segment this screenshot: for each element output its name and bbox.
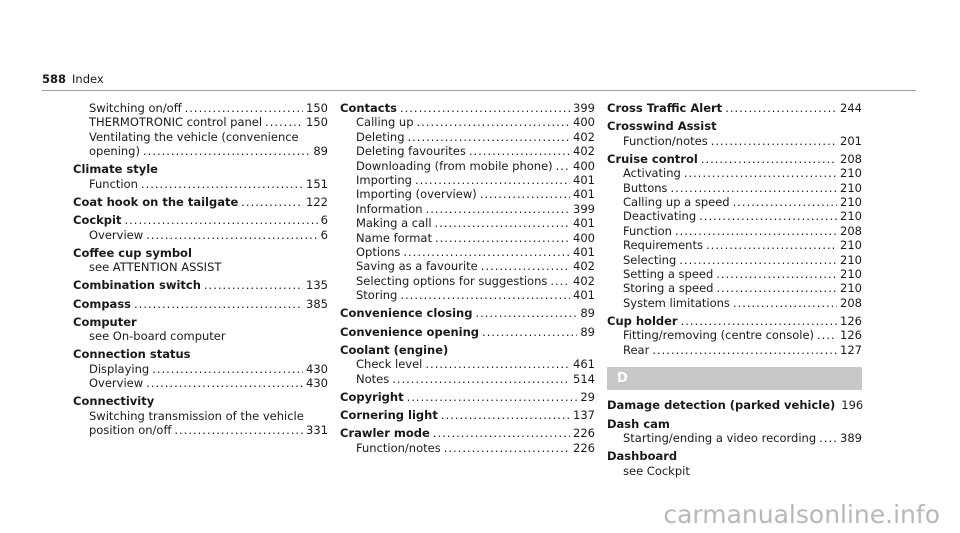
page-ref: 6 — [320, 227, 328, 242]
index-heading — [73, 278, 328, 292]
dot-leader — [733, 195, 837, 209]
index-subentry — [607, 296, 862, 310]
index-entry — [607, 314, 862, 357]
index-subentry — [607, 134, 862, 148]
page-title: Index — [72, 72, 104, 86]
entry-text: Ventilating the vehicle (convenience — [89, 129, 299, 144]
index-entry — [340, 426, 595, 455]
index-entry — [340, 101, 595, 303]
dot-leader — [134, 297, 303, 311]
entry-text: opening) — [89, 144, 140, 159]
entry-text: Dash cam — [607, 416, 670, 431]
entry-text: position on/off — [89, 423, 172, 438]
dot-leader — [733, 296, 837, 310]
page-ref: 430 — [306, 376, 328, 391]
index-entry — [340, 408, 595, 422]
index-heading — [73, 315, 328, 329]
page-ref: 126 — [840, 328, 862, 343]
page-ref: 196 — [841, 398, 864, 413]
dot-leader — [441, 408, 570, 422]
entry-text: Deleting favourites — [356, 144, 466, 159]
dot-leader — [716, 267, 837, 281]
page-ref: 208 — [840, 295, 862, 310]
page-ref: 210 — [840, 195, 862, 210]
entry-text: Function/notes — [356, 440, 441, 455]
index-heading — [607, 417, 862, 431]
index-subentry — [73, 130, 328, 144]
page-ref: 402 — [573, 273, 595, 288]
index-entry — [340, 343, 595, 386]
page-number: 588 — [42, 72, 67, 86]
entry-text: Convenience opening — [340, 324, 480, 339]
page-ref: 514 — [573, 371, 595, 386]
dot-leader — [481, 259, 570, 273]
page-ref: 400 — [573, 115, 595, 130]
entry-text: Cross Traffic Alert — [607, 101, 723, 115]
entry-text: Function/notes — [623, 133, 708, 148]
dot-leader — [482, 325, 577, 339]
index-subentry — [340, 159, 595, 173]
entry-text: Cup holder — [607, 314, 678, 329]
page-ref: 402 — [573, 259, 595, 274]
dot-leader — [435, 216, 571, 230]
entry-text: Crawler mode — [340, 426, 430, 441]
page-ref: 137 — [573, 408, 595, 423]
page-ref: 89 — [313, 144, 328, 159]
index-heading — [607, 314, 862, 328]
entry-text: Deleting — [356, 129, 405, 144]
index-entry — [607, 398, 862, 412]
entry-text: Selecting options for suggestions — [356, 273, 548, 288]
entry-text: Importing — [356, 173, 412, 188]
entry-text: Cornering light — [340, 408, 438, 423]
dot-leader — [699, 209, 837, 223]
entry-text: Cruise control — [607, 151, 698, 166]
index-subentry — [607, 267, 862, 281]
index-subentry — [340, 274, 595, 288]
index-subentry — [607, 281, 862, 295]
index-subentry — [73, 144, 328, 158]
entry-text: Buttons — [623, 180, 668, 195]
dot-leader — [426, 202, 570, 216]
index-entry — [73, 162, 328, 191]
entry-text: THERMOTRONIC control panel — [89, 115, 263, 130]
index-heading — [73, 162, 328, 176]
entry-text: Activating — [623, 166, 681, 181]
dot-leader — [679, 253, 837, 267]
index-heading — [73, 347, 328, 361]
index-subentry — [73, 177, 328, 191]
page-ref: 402 — [573, 129, 595, 144]
index-subentry — [73, 260, 328, 274]
page-ref: 210 — [840, 267, 862, 282]
index-subentry — [607, 238, 862, 252]
index-subentry — [340, 115, 595, 129]
index-subentry — [340, 130, 595, 144]
index-subentry — [607, 464, 862, 478]
index-heading — [73, 246, 328, 260]
index-entry — [73, 297, 328, 311]
page-ref: 226 — [573, 426, 595, 441]
entry-text: Rear — [623, 342, 650, 357]
entry-text: Function — [89, 176, 138, 191]
page-ref: 135 — [306, 278, 328, 293]
entry-text: Damage detection (parked vehicle) — [607, 398, 836, 413]
entry-text: System limitations — [623, 295, 730, 310]
entry-text: Connectivity — [73, 394, 155, 409]
dot-leader — [444, 441, 570, 455]
index-subentry — [340, 216, 595, 230]
entry-text: Selecting — [623, 252, 677, 267]
entry-text: Overview — [89, 376, 144, 391]
dot-leader — [403, 245, 570, 259]
index-column-3 — [607, 101, 862, 482]
dot-leader — [124, 213, 317, 227]
entry-text: Coolant (engine) — [340, 342, 449, 357]
index-subentry — [73, 409, 328, 423]
page-ref: 401 — [573, 187, 595, 202]
dot-leader — [435, 231, 570, 245]
index-entry — [73, 213, 328, 242]
dot-leader — [400, 101, 570, 115]
index-entry — [607, 101, 862, 115]
index-subentry — [340, 144, 595, 158]
entry-text: Requirements — [623, 238, 703, 253]
index-entry — [607, 119, 862, 148]
index-entry — [340, 390, 595, 404]
page-ref: 210 — [840, 252, 862, 267]
page-ref: 208 — [840, 223, 862, 238]
entry-text: Convenience closing — [340, 306, 473, 321]
index-subentry — [607, 181, 862, 195]
entry-text: Setting a speed — [623, 267, 714, 282]
dot-leader — [174, 423, 303, 437]
page-ref: 201 — [840, 133, 862, 148]
page-ref: 151 — [306, 176, 328, 191]
index-heading — [607, 101, 862, 115]
index-subentry — [73, 362, 328, 376]
index-subentry — [73, 115, 328, 129]
dot-leader — [408, 130, 571, 144]
dot-leader — [671, 181, 838, 195]
page-ref: 461 — [573, 357, 595, 372]
entry-text: Coat hook on the tailgate — [73, 195, 239, 210]
entry-text: Storing a speed — [623, 281, 714, 296]
index-column-1 — [73, 101, 328, 442]
entry-text: Copyright — [340, 389, 404, 404]
dot-leader — [675, 224, 837, 238]
page-ref: 89 — [580, 324, 595, 339]
index-heading — [340, 101, 595, 115]
entry-text: Starting/ending a video recording — [623, 430, 817, 445]
header-rule — [42, 90, 916, 91]
dot-leader — [415, 173, 570, 187]
index-heading — [340, 408, 595, 422]
index-entry — [73, 347, 328, 390]
entry-text: Notes — [356, 371, 390, 386]
entry-text: Check level — [356, 357, 423, 372]
index-heading — [340, 325, 595, 339]
index-entry — [340, 306, 595, 320]
page-ref: 430 — [306, 361, 328, 376]
index-subentry — [340, 357, 595, 371]
page-ref: 210 — [840, 166, 862, 181]
index-heading — [607, 119, 862, 133]
index-subentry — [340, 173, 595, 187]
entry-text: Information — [356, 201, 423, 216]
entry-text: Climate style — [73, 162, 158, 177]
page-ref: 226 — [573, 440, 595, 455]
page-ref: 150 — [306, 115, 328, 130]
index-heading — [340, 390, 595, 404]
dot-leader — [143, 144, 310, 158]
dot-leader — [706, 238, 837, 252]
dot-leader — [550, 274, 570, 288]
index-entry — [73, 101, 328, 159]
index-subentry — [73, 101, 328, 115]
section-letter: D — [607, 367, 862, 390]
entry-text: Options — [356, 245, 401, 260]
entry-text: Name format — [356, 230, 432, 245]
entry-text: Dashboard — [607, 449, 678, 464]
page-ref: 401 — [573, 216, 595, 231]
dot-leader — [433, 426, 570, 440]
index-entry — [73, 394, 328, 437]
index-subentry — [73, 423, 328, 437]
index-subentry — [607, 431, 862, 445]
dot-leader — [146, 228, 318, 242]
dot-leader — [556, 159, 570, 173]
page-ref: 402 — [573, 144, 595, 159]
entry-text: Coffee cup symbol — [73, 245, 192, 260]
index-subentry — [607, 209, 862, 223]
dot-leader — [684, 166, 837, 180]
dot-leader — [480, 187, 570, 201]
page-ref: 210 — [840, 209, 862, 224]
page-ref: 122 — [306, 195, 328, 210]
dot-leader — [146, 376, 303, 390]
entry-text: Computer — [73, 314, 137, 329]
index-entry — [607, 449, 862, 478]
index-subentry — [340, 259, 595, 273]
entry-text: Importing (overview) — [356, 187, 477, 202]
entry-text: see Cockpit — [623, 463, 690, 478]
page-ref: 385 — [306, 296, 328, 311]
dot-leader — [392, 372, 570, 386]
page-ref: 126 — [840, 314, 862, 329]
index-heading — [340, 306, 595, 320]
index-subentry — [73, 228, 328, 242]
page-ref: 389 — [840, 430, 862, 445]
dot-leader — [716, 281, 837, 295]
page-ref: 400 — [573, 158, 595, 173]
dot-leader — [417, 115, 571, 129]
entry-text: Compass — [73, 296, 132, 311]
page-ref: 399 — [573, 101, 595, 115]
page-ref: 89 — [580, 306, 595, 321]
index-subentry — [340, 288, 595, 302]
entry-text: see ATTENTION ASSIST — [89, 260, 222, 275]
entry-text: Combination switch — [73, 278, 201, 293]
dot-leader — [681, 314, 837, 328]
entry-text: see On-board computer — [89, 329, 226, 344]
page-header — [42, 72, 104, 86]
index-entry — [607, 152, 862, 310]
index-subentry — [340, 441, 595, 455]
index-subentry — [340, 372, 595, 386]
dot-leader — [141, 177, 303, 191]
page-ref: 401 — [573, 173, 595, 188]
index-heading — [340, 343, 595, 357]
entry-text: Calling up — [356, 115, 414, 130]
watermark: carmanualsonline.info — [663, 500, 940, 529]
page-ref: 6 — [320, 213, 328, 228]
page-ref: 210 — [840, 281, 862, 296]
index-subentry — [607, 253, 862, 267]
page-ref: 127 — [840, 342, 862, 357]
index-heading — [607, 449, 862, 463]
entry-text: Fitting/removing (centre console) — [623, 328, 815, 343]
index-heading — [73, 297, 328, 311]
index-subentry — [340, 231, 595, 245]
index-heading — [607, 152, 862, 166]
dot-leader — [265, 115, 303, 129]
index-heading — [607, 398, 862, 412]
page-ref: 210 — [840, 180, 862, 195]
entry-text: Switching on/off — [89, 101, 182, 115]
dot-leader — [701, 152, 837, 166]
index-subentry — [607, 195, 862, 209]
index-entry — [73, 246, 328, 275]
dot-leader — [725, 101, 837, 115]
index-column-2 — [340, 101, 595, 459]
entry-text: Overview — [89, 227, 144, 242]
dot-leader — [152, 362, 303, 376]
entry-text: Connection status — [73, 347, 191, 362]
page-ref: 399 — [573, 201, 595, 216]
index-heading — [73, 195, 328, 209]
index-entry — [73, 278, 328, 292]
index-heading — [340, 426, 595, 440]
index-subentry — [607, 224, 862, 238]
index-entry — [73, 315, 328, 344]
page-ref: 150 — [306, 101, 328, 115]
index-subentry — [607, 328, 862, 342]
page-ref: 244 — [840, 101, 862, 115]
index-subentry — [73, 376, 328, 390]
entry-text: Function — [623, 223, 672, 238]
entry-text: Crosswind Assist — [607, 119, 717, 134]
entry-text: Making a call — [356, 216, 432, 231]
page-ref: 401 — [573, 288, 595, 303]
dot-leader — [204, 278, 303, 292]
dot-leader — [711, 134, 837, 148]
page-ref: 210 — [840, 238, 862, 253]
entry-text: Switching transmission of the vehicle — [89, 408, 304, 423]
entry-text: Storing — [356, 288, 398, 303]
entry-text: Deactivating — [623, 209, 697, 224]
page-ref: 208 — [840, 151, 862, 166]
page-ref: 331 — [306, 423, 328, 438]
dot-leader — [407, 390, 578, 404]
entry-text: Contacts — [340, 101, 397, 115]
dot-leader — [652, 343, 837, 357]
dot-leader — [400, 288, 570, 302]
index-entry — [607, 417, 862, 446]
dot-leader — [475, 306, 577, 320]
entry-text: Cockpit — [73, 213, 122, 228]
index-heading — [73, 213, 328, 227]
dot-leader — [819, 431, 837, 445]
dot-leader — [185, 101, 303, 115]
index-subentry — [73, 329, 328, 343]
entry-text: Calling up a speed — [623, 195, 730, 210]
page-ref: 29 — [580, 389, 595, 404]
entry-text: Displaying — [89, 361, 150, 376]
index-subentry — [607, 343, 862, 357]
entry-text: Downloading (from mobile phone) — [356, 158, 553, 173]
index-entry — [340, 325, 595, 339]
index-subentry — [340, 187, 595, 201]
page-ref: 401 — [573, 245, 595, 260]
entry-text: Saving as a favourite — [356, 259, 478, 274]
index-entry — [73, 195, 328, 209]
dot-leader — [241, 195, 303, 209]
dot-leader — [469, 144, 570, 158]
index-heading — [73, 394, 328, 408]
page-ref: 400 — [573, 230, 595, 245]
index-subentry — [607, 166, 862, 180]
dot-leader — [425, 357, 570, 371]
dot-leader — [817, 328, 837, 342]
index-subentry — [340, 245, 595, 259]
index-subentry — [340, 202, 595, 216]
